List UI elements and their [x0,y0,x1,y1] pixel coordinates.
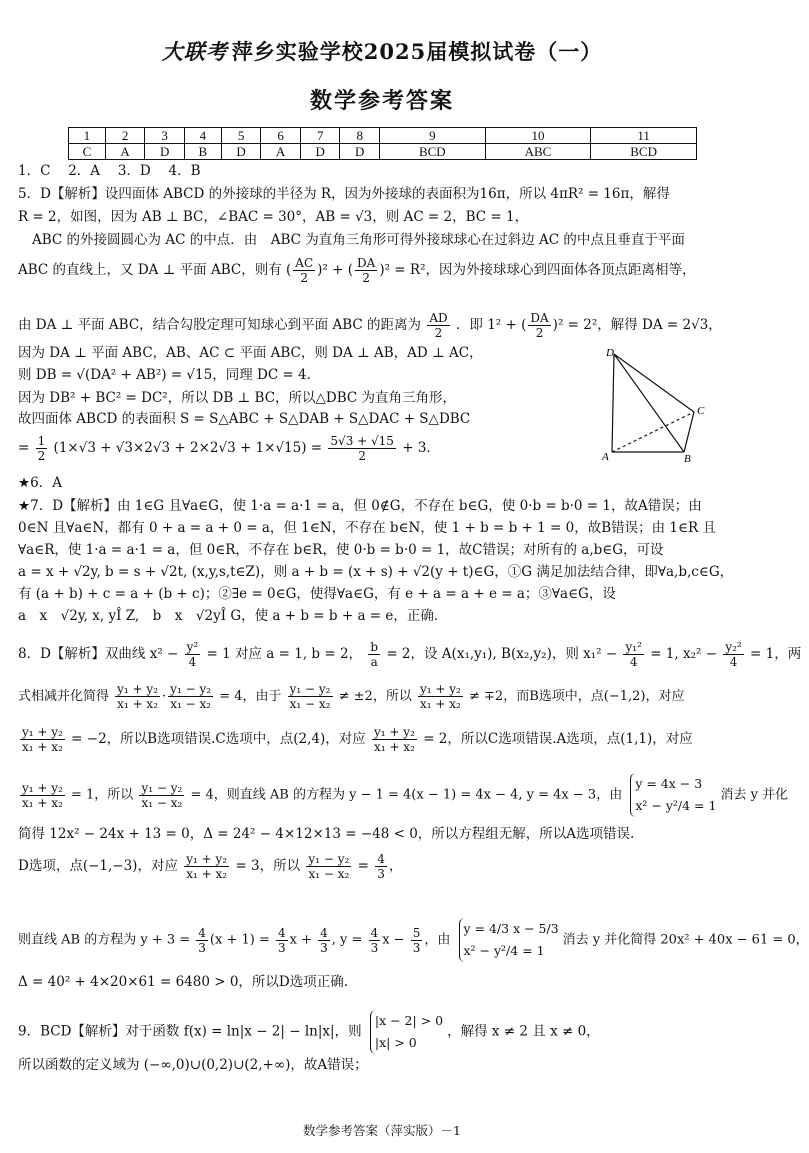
question-number: 5 [221,128,261,144]
fraction [723,640,743,669]
edge-db [614,354,684,452]
fraction [196,926,208,955]
q5-line-8: 因为 DB² + BC² = DC²，所以 DB ⊥ BC，所以△DBC 为直角三角形， [18,390,457,406]
q5-line-6: 因为 DA ⊥ 平面 ABC，AB、AC ⊂ 平面 ABC，则 DA ⊥ AB，AD ⊥ AC， [18,345,483,361]
edge-da [612,354,614,452]
q7-line-3: ∀a∈R，使 1·a = a·1 = a，但 0∈R，不存在 b∈R，使 0·b = b·0 = 1，故C错误；对所有的 a,b∈G，可设 [18,542,664,558]
text: x + [289,932,312,948]
text: = [357,858,369,874]
q5-line-1: 5．D【解析】设四面体 ABCD 的外接球的半径为 R，因为外接球的表面积为16π，所以 4πR² = 16π，解得 [18,186,670,202]
fraction [20,725,65,754]
fraction [185,640,201,669]
numerator: 4 [377,852,385,866]
fraction [372,725,417,754]
vertex-label-d: D [606,347,614,359]
page-subtitle: 数学参考答案 [309,89,454,114]
denominator: 2 [535,326,544,340]
denominator: 2 [300,271,309,285]
text: x − [382,932,405,948]
edge-dc [614,354,694,412]
answer-cell: A [261,144,301,160]
q8-line-5: 简得 12x² − 24x + 13 = 0，Δ = 24² − 4×12×13 = −48 < 0，所以方程组无解，所以A选项错误. [18,826,635,842]
q8-line-1 [18,640,802,669]
denominator: 4 [188,655,197,669]
fraction [355,256,377,285]
fraction [427,311,449,340]
text: ² = R²，因为外接球球心到四面体各顶点距离相等， [384,262,696,278]
equation-system [370,1010,443,1054]
q5-line-9: 故四面体 ABCD 的表面积 S = S△ABC + S△DAB + S△DAC + S△DBC [18,411,471,427]
text: = 2，所以C选项错误.A选项，点(1,1)，对应 [423,731,693,747]
question-number: 4 [184,128,221,144]
q5-line-5: 由 DA ⊥ 平面 ABC，结合勾股定理可知球心到平面 ABC 的距离为 $\frac{AD}{2}$ ．即 1² + ( $\frac{DA}{2}$ )² = 2²，解得 DA = 2√3， [18,311,722,340]
fraction [20,781,65,810]
numerator: 4 [370,925,379,940]
numerator: y₁ + y₂ [22,725,63,739]
text: 消去 y 并化 [720,787,789,803]
fraction [139,781,184,810]
answer-table-number-row [69,128,697,144]
fraction [369,926,381,955]
text: ≠ ∓2，而B选项中，点(−1,2)，对应 [469,689,685,704]
question-number: 10 [485,128,591,144]
q7-line-4: a = x + √2y, b = s + √2t, (x,y,s,t∈Z)，则 a + b = (x + s) + √2(y + t)∈G，①G 满足加法结合律，即∀a,b,c∈G， [18,564,734,580]
q5-line-7: 则 DB = √(DA² + AB²) = √15，同理 DC = 4． [18,367,321,383]
answer-cell: ABC [485,144,591,160]
text: 消去 y 并化简得 20x² + 40x − 61 = 0， [562,932,809,948]
denominator: 3 [370,940,379,955]
text: , y = [331,932,363,948]
equation-system [459,918,559,962]
denominator: 3 [412,940,421,955]
text: + 3． [402,440,440,456]
denominator: 3 [377,867,385,881]
denominator: x₁ + x₂ [374,740,415,754]
q8-line-7 [18,918,809,962]
numerator: y₁ − y₂ [141,780,183,795]
fraction [318,926,330,955]
brand-logo-text: 大联考 [161,39,228,64]
numerator: y² [186,640,199,654]
text: 9．BCD【解析】对于函数 f(x) = ln|x − 2| − ln|x|，则 [18,1023,362,1040]
fraction [528,311,550,340]
denominator: a [370,655,378,669]
numerator: AC [295,256,314,270]
answer-cell: C [69,144,106,160]
answer-table-answer-row [69,144,697,160]
fraction [293,256,315,285]
text: = 1, x₂² − [650,646,718,662]
numerator: AD [429,311,448,325]
text: ≠ ±2，所以 [338,689,412,704]
text: ² = 2²，解得 DA = 2√3， [557,317,722,333]
numerator: y₁ + y₂ [186,852,228,866]
question-number: 7 [300,128,340,144]
exam-title [0,36,764,66]
q9-line-1 [18,1010,748,1054]
question-number: 9 [380,128,486,144]
text: = 4，则直线 AB 的方程为 y − 1 = 4(x − 1) = 4x − 4, y = 4x − 3，由 [190,787,623,803]
denominator: 3 [320,940,328,955]
numerator: 5√3 + √15 [330,434,394,448]
q6-answer: ★6．A [18,475,62,491]
denominator: x₁ − x₂ [141,795,183,810]
fraction [418,682,463,711]
answer-cell: A [105,144,145,160]
denominator: 3 [278,940,286,955]
text: = [18,440,30,456]
text: (1×√3 + √3×2√3 + 2×2√3 + 1×√15) = [53,440,323,456]
text: ．即 1² + [455,317,517,333]
text: ， [388,858,403,874]
text: 则直线 AB 的方程为 y + 3 = [18,932,191,948]
numerator: b [370,640,379,654]
numerator: 4 [278,925,286,940]
numerator: DA [530,311,549,325]
numerator: y₁ + y₂ [117,682,159,696]
fraction [411,926,423,955]
text: = 4，由于 [219,689,282,704]
q5-line-3: ABC 的外接圆圆心为 AC 的中点．由 ABC 为直角三角形可得外接球球心在过斜边 AC 的中点且垂直于平面 [32,232,685,248]
fraction [328,434,396,463]
denominator: x₁ + x₂ [186,867,228,881]
q9-line-2: 所以函数的定义域为 (−∞,0)∪(0,2)∪(2,+∞)，故A错误； [18,1057,368,1073]
denominator: x₁ + x₂ [117,697,159,711]
q8-line-8: Δ = 40² + 4×20×61 = 6480 > 0，所以D选项正确. [18,974,349,990]
text: ² + [322,262,344,278]
text: 8．D【解析】双曲线 x² − [18,646,179,662]
answers-1-4: 1．C 2．A 3．D 4．B [18,163,201,179]
denominator: 2 [37,449,46,463]
text: (x + 1) = [209,932,270,948]
fraction [368,640,380,669]
text: = 2，设 A(x₁,y₁), B(x₂,y₂)，则 x₁² − [386,646,618,662]
page-footer: 数学参考答案（萍实版）－1 [303,1123,461,1138]
denominator: x₁ + x₂ [22,740,63,754]
q8-line-6 [18,852,748,881]
vertex-label-c: C [697,405,705,417]
fraction [168,682,213,711]
fraction [36,434,48,463]
text: ABC 的直线上，又 DA ⊥ 平面 ABC，则有 [18,262,282,278]
q7-line-5: 有 (a + b) + c = a + (b + c)；②∃e = 0∈G，使得∀a∈G，有 e + a = a + e = a；③∀a∈G，设 [18,586,616,602]
question-number: 11 [591,128,697,144]
text: = 1，所以 [71,787,134,803]
numerator: y₁ − y₂ [289,682,331,696]
equation: y = 4/3 x − 5/3 [463,921,559,936]
denominator: x₁ + x₂ [420,697,461,711]
numerator: y₁ + y₂ [374,725,415,739]
fraction [115,682,160,711]
numerator: y₁ − y₂ [170,682,212,696]
question-number: 2 [105,128,145,144]
answer-cell: B [184,144,221,160]
edge-bc [684,412,694,452]
answer-cell: BCD [380,144,486,160]
q7-line-6: a x √2y, x, yÎ Z, b x √2yÎ G，使 a + b = b + a = e，正确． [18,608,448,624]
question-number: 8 [340,128,380,144]
fraction [306,852,351,881]
numerator: y₁ + y₂ [419,682,461,696]
question-number: 3 [145,128,185,144]
text: ，由 [424,932,451,948]
q7-line-2: 0∈N 且∀a∈N，都有 0 + a = a + 0 = a，但 1∈N，不存在 b∈N，使 1 + b = b + 1 = 0，故B错误；由 1∈R 且 [18,520,716,536]
answer-cell: D [221,144,261,160]
text: = 3，所以 [235,858,301,874]
fraction [623,640,643,669]
q8-line-3 [18,725,748,754]
edge-ac-hidden [612,412,694,452]
q7-line-1: ★7．D【解析】由 1∈G 且∀a∈G，使 1·a = a·1 = a，但 0∉G，不存在 b∈G，使 0·b = b·0 = 1，故A错误；由 [18,498,702,514]
question-number: 1 [69,128,106,144]
text: = 1 对应 a = 1, b = 2， [206,646,363,662]
text: = −2，所以B选项错误.C选项中，点(2,4)，对应 [71,731,366,747]
text: 由 DA ⊥ 平面 ABC，结合勾股定理可知球心到平面 ABC 的距离为 [18,317,422,333]
denominator: x₁ − x₂ [308,867,350,881]
fraction [288,682,333,711]
answer-cell: BCD [591,144,697,160]
denominator: 2 [362,271,370,285]
text: 式相减并化简得 [18,689,110,704]
numerator: y₂² [725,640,742,654]
fraction [184,852,229,881]
equation: |x| > 0 [374,1035,417,1050]
numerator: y₁² [625,640,642,654]
vertex-label-b: B [684,453,691,465]
answer-table [68,127,697,160]
equation: x² − y²/4 = 1 [635,798,717,813]
exam-title-text: 萍乡实验学校2025届模拟试卷（一） [231,39,603,64]
equation-system [630,773,716,817]
q5-line-4: ABC 的直线上，又 DA ⊥ 平面 ABC，则有 ( $\frac{AC}{2}$ )² + ( $\frac{DA}{2}$ )² = R²，因为外接球球心到四面体各顶点距离相等， [18,256,696,285]
numerator: 4 [198,925,206,940]
text: = 1，两 [750,646,802,662]
q8-line-4 [18,773,789,817]
equation: |x − 2| > 0 [374,1013,444,1028]
numerator: y₁ − y₂ [308,852,350,866]
equation: x² − y²/4 = 1 [463,943,545,958]
denominator: x₁ + x₂ [22,795,63,810]
denominator: 2 [358,449,366,463]
text: · [162,689,167,704]
text: D选项，点(−1,−3)，对应 [18,858,178,874]
numerator: 5 [412,925,421,940]
q5-line-2: R = 2，如图，因为 AB ⊥ BC，∠BAC = 30°，AB = √3，则 AC = 2，BC = 1， [18,209,529,225]
answer-cell: D [340,144,380,160]
denominator: x₁ − x₂ [289,697,331,711]
denominator: x₁ − x₂ [170,697,212,711]
denominator: 4 [629,655,638,669]
denominator: 2 [434,326,443,340]
text: ，解得 x ≠ 2 且 x ≠ 0， [447,1023,600,1040]
fraction [276,926,288,955]
numerator: DA [357,256,376,270]
numerator: 1 [37,434,46,448]
equation: y = 4x − 3 [635,776,703,791]
numerator: y₁ + y₂ [22,780,63,795]
denominator: 3 [198,940,206,955]
tetrahedron-figure [598,346,718,466]
answer-cell: D [300,144,340,160]
fraction [375,852,387,881]
question-number: 6 [261,128,301,144]
answer-cell: D [145,144,185,160]
numerator: 4 [320,925,328,940]
denominator: 4 [729,655,738,669]
q8-line-2 [18,682,748,711]
vertex-label-a: A [602,451,609,463]
